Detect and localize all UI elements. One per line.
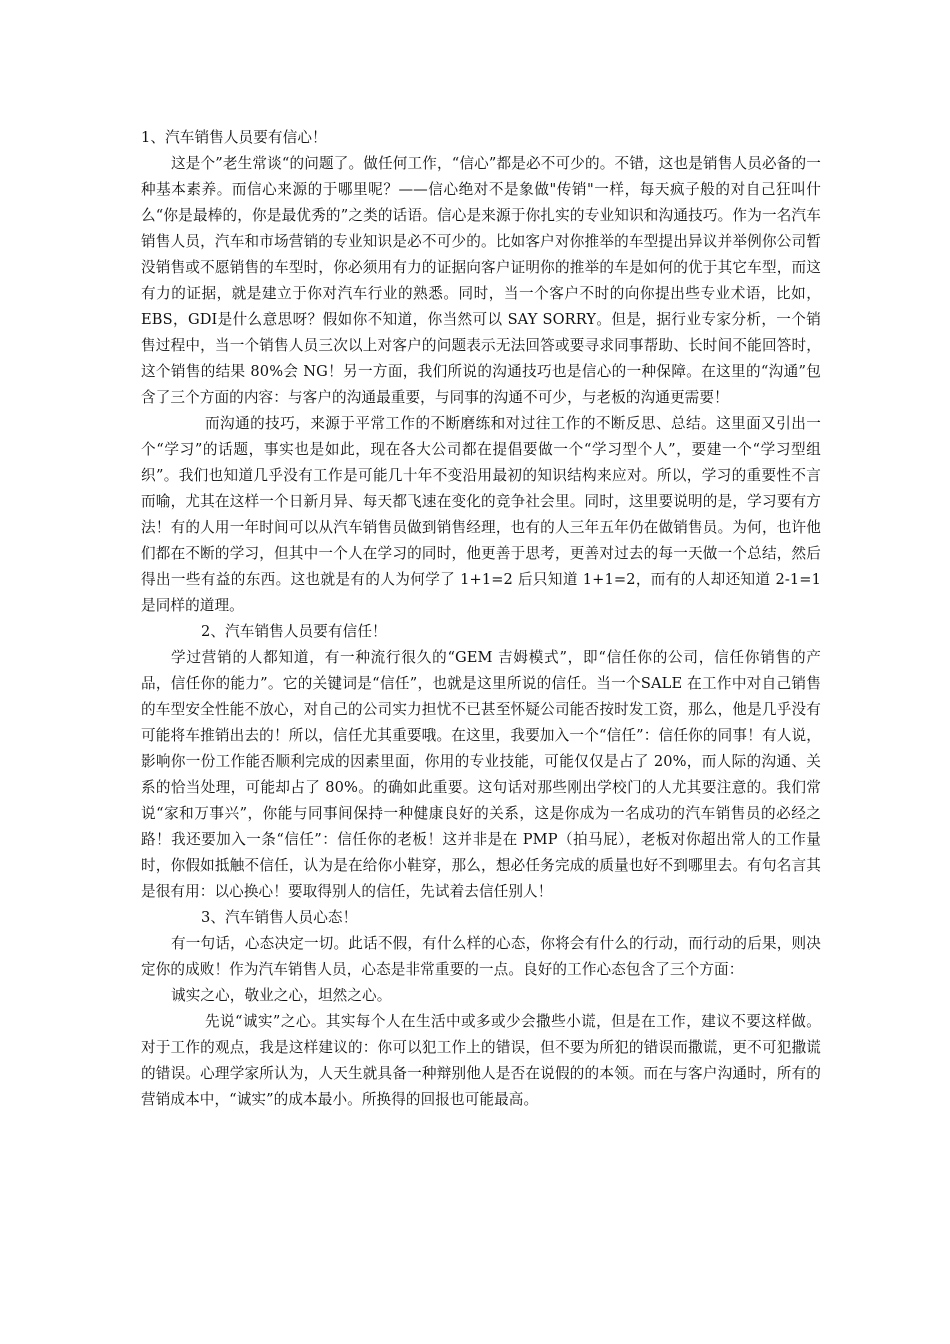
paragraph-three-hearts: 诚实之心，敬业之心，坦然之心。 xyxy=(171,987,392,1004)
paragraph-confidence-intro: 这是个”老生常谈“的问题了。做任何工作，“信心”都是必不可少的。不错，这也是销售人员必备的一种基本素养。而信心来源的于哪里呢？——信心绝对不是象做"传销"一样，每天疯子般的对自己狂叫什么“你是最棒的，你是最优秀的”之类的话语。信心是来源于你扎实的专业知识和沟通技巧。作为一名汽车销售人员，汽车和市场营销的专业知识是必不可少的。比如客户对你推举的车型提出异议并举例你公司暂没销售或不愿销售的车型时，你必须用有力的证据向客户证明你的推举的车是如何的优于其它车型，而这有力的证据，就是建立于你对汽车行业的熟悉。同时，当一个客户不时的向你提出些专业术语，比如，EBS，GDI是什么意思呀？假如你不知道，你当然可以 SAY SORRY。但是，据行业专家分析，一个销售过程中，当一个销售人员三次以上对客户的问题表示无法回答或要寻求同事帮助、长时间不能回答时，这个销售的结果 80%会 NG！另一方面，我们所说的沟通技巧也是信心的一种保障。在这里的“沟通”包含了三个方面的内容：与客户的沟通最重要，与同事的沟通不可少，与老板的沟通更需要！ xyxy=(141,155,821,406)
document-body xyxy=(141,125,821,1113)
section-heading-attitude: 3、汽车销售人员心态！ xyxy=(201,909,358,926)
section-heading-trust: 2、汽车销售人员要有信任！ xyxy=(201,623,387,640)
paragraph-trust: 学过营销的人都知道，有一种流行很久的“GEM 吉姆模式”，即“信任你的公司，信任你销售的产品，信任你的能力”。它的关键词是“信任”，也就是这里所说的信任。当一个SALE 在工作中对自己销售的车型安全性能不放心，对自己的公司实力担忧不已甚至怀疑公司能否按时发工资，那么，他是几乎没有可能将车推销出去的！所以，信任尤其重要哦。在这里，我要加入一个“信任”：信任你的同事！有人说，影响你一份工作能否顺利完成的因素里面，你用的专业技能，可能仅仅是占了 20%，而人际的沟通、关系的恰当处理，可能却占了 80%。的确如此重要。这句话对那些刚出学校门的人尤其要注意的。我们常说“家和万事兴”，你能与同事间保持一种健康良好的关系，这是你成为一名成功的汽车销售员的必经之路！我还要加入一条“信任”：信任你的老板！这并非是在 PMP（拍马屁），老板对你超出常人的工作量时，你假如抵触不信任，认为是在给你小鞋穿，那么，想必任务完成的质量也好不到哪里去。有句名言其是很有用：以心换心！要取得别人的信任，先试着去信任别人！ xyxy=(141,649,821,900)
paragraph-honesty: 先说“诚实”之心。其实每个人在生活中或多或少会撒些小谎，但是在工作，建议不要这样做。对于工作的观点，我是这样建议的：你可以犯工作上的错误，但不要为所犯的错误而撒谎，更不可犯撒谎的错误。心理学家所认为，人天生就具备一种辩别他人是否在说假的的本领。而在与客户沟通时，所有的营销成本中，“诚实”的成本最小。所换得的回报也可能最高。 xyxy=(141,1013,821,1108)
paragraph-communication-skills: 而沟通的技巧，来源于平常工作的不断磨练和对过往工作的不断反思、总结。这里面又引出一个“学习”的话题，事实也是如此，现在各大公司都在提倡要做一个“学习型个人”，要建一个“学习型组织”。我们也知道几乎没有工作是可能几十年不变沿用最初的知识结构来应对。所以，学习的重要性不言而喻，尤其在这样一个日新月异、每天都飞速在变化的竞争社会里。同时，这里要说明的是，学习要有方法！有的人用一年时间可以从汽车销售员做到销售经理，也有的人三年五年仍在做销售员。为何，也许他们都在不断的学习，但其中一个人在学习的同时，他更善于思考，更善对过去的每一天做一个总结，然后得出一些有益的东西。这也就是有的人为何学了 1+1=2 后只知道 1+1=2，而有的人却还知道 2-1=1 是同样的道理。 xyxy=(141,415,821,614)
paragraph-attitude: 有一句话，心态决定一切。此话不假，有什么样的心态，你将会有什么的行动，而行动的后果，则决定你的成败！作为汽车销售人员，心态是非常重要的一点。良好的工作心态包含了三个方面： xyxy=(141,935,821,978)
section-heading-confidence: 1、汽车销售人员要有信心！ xyxy=(141,129,327,146)
